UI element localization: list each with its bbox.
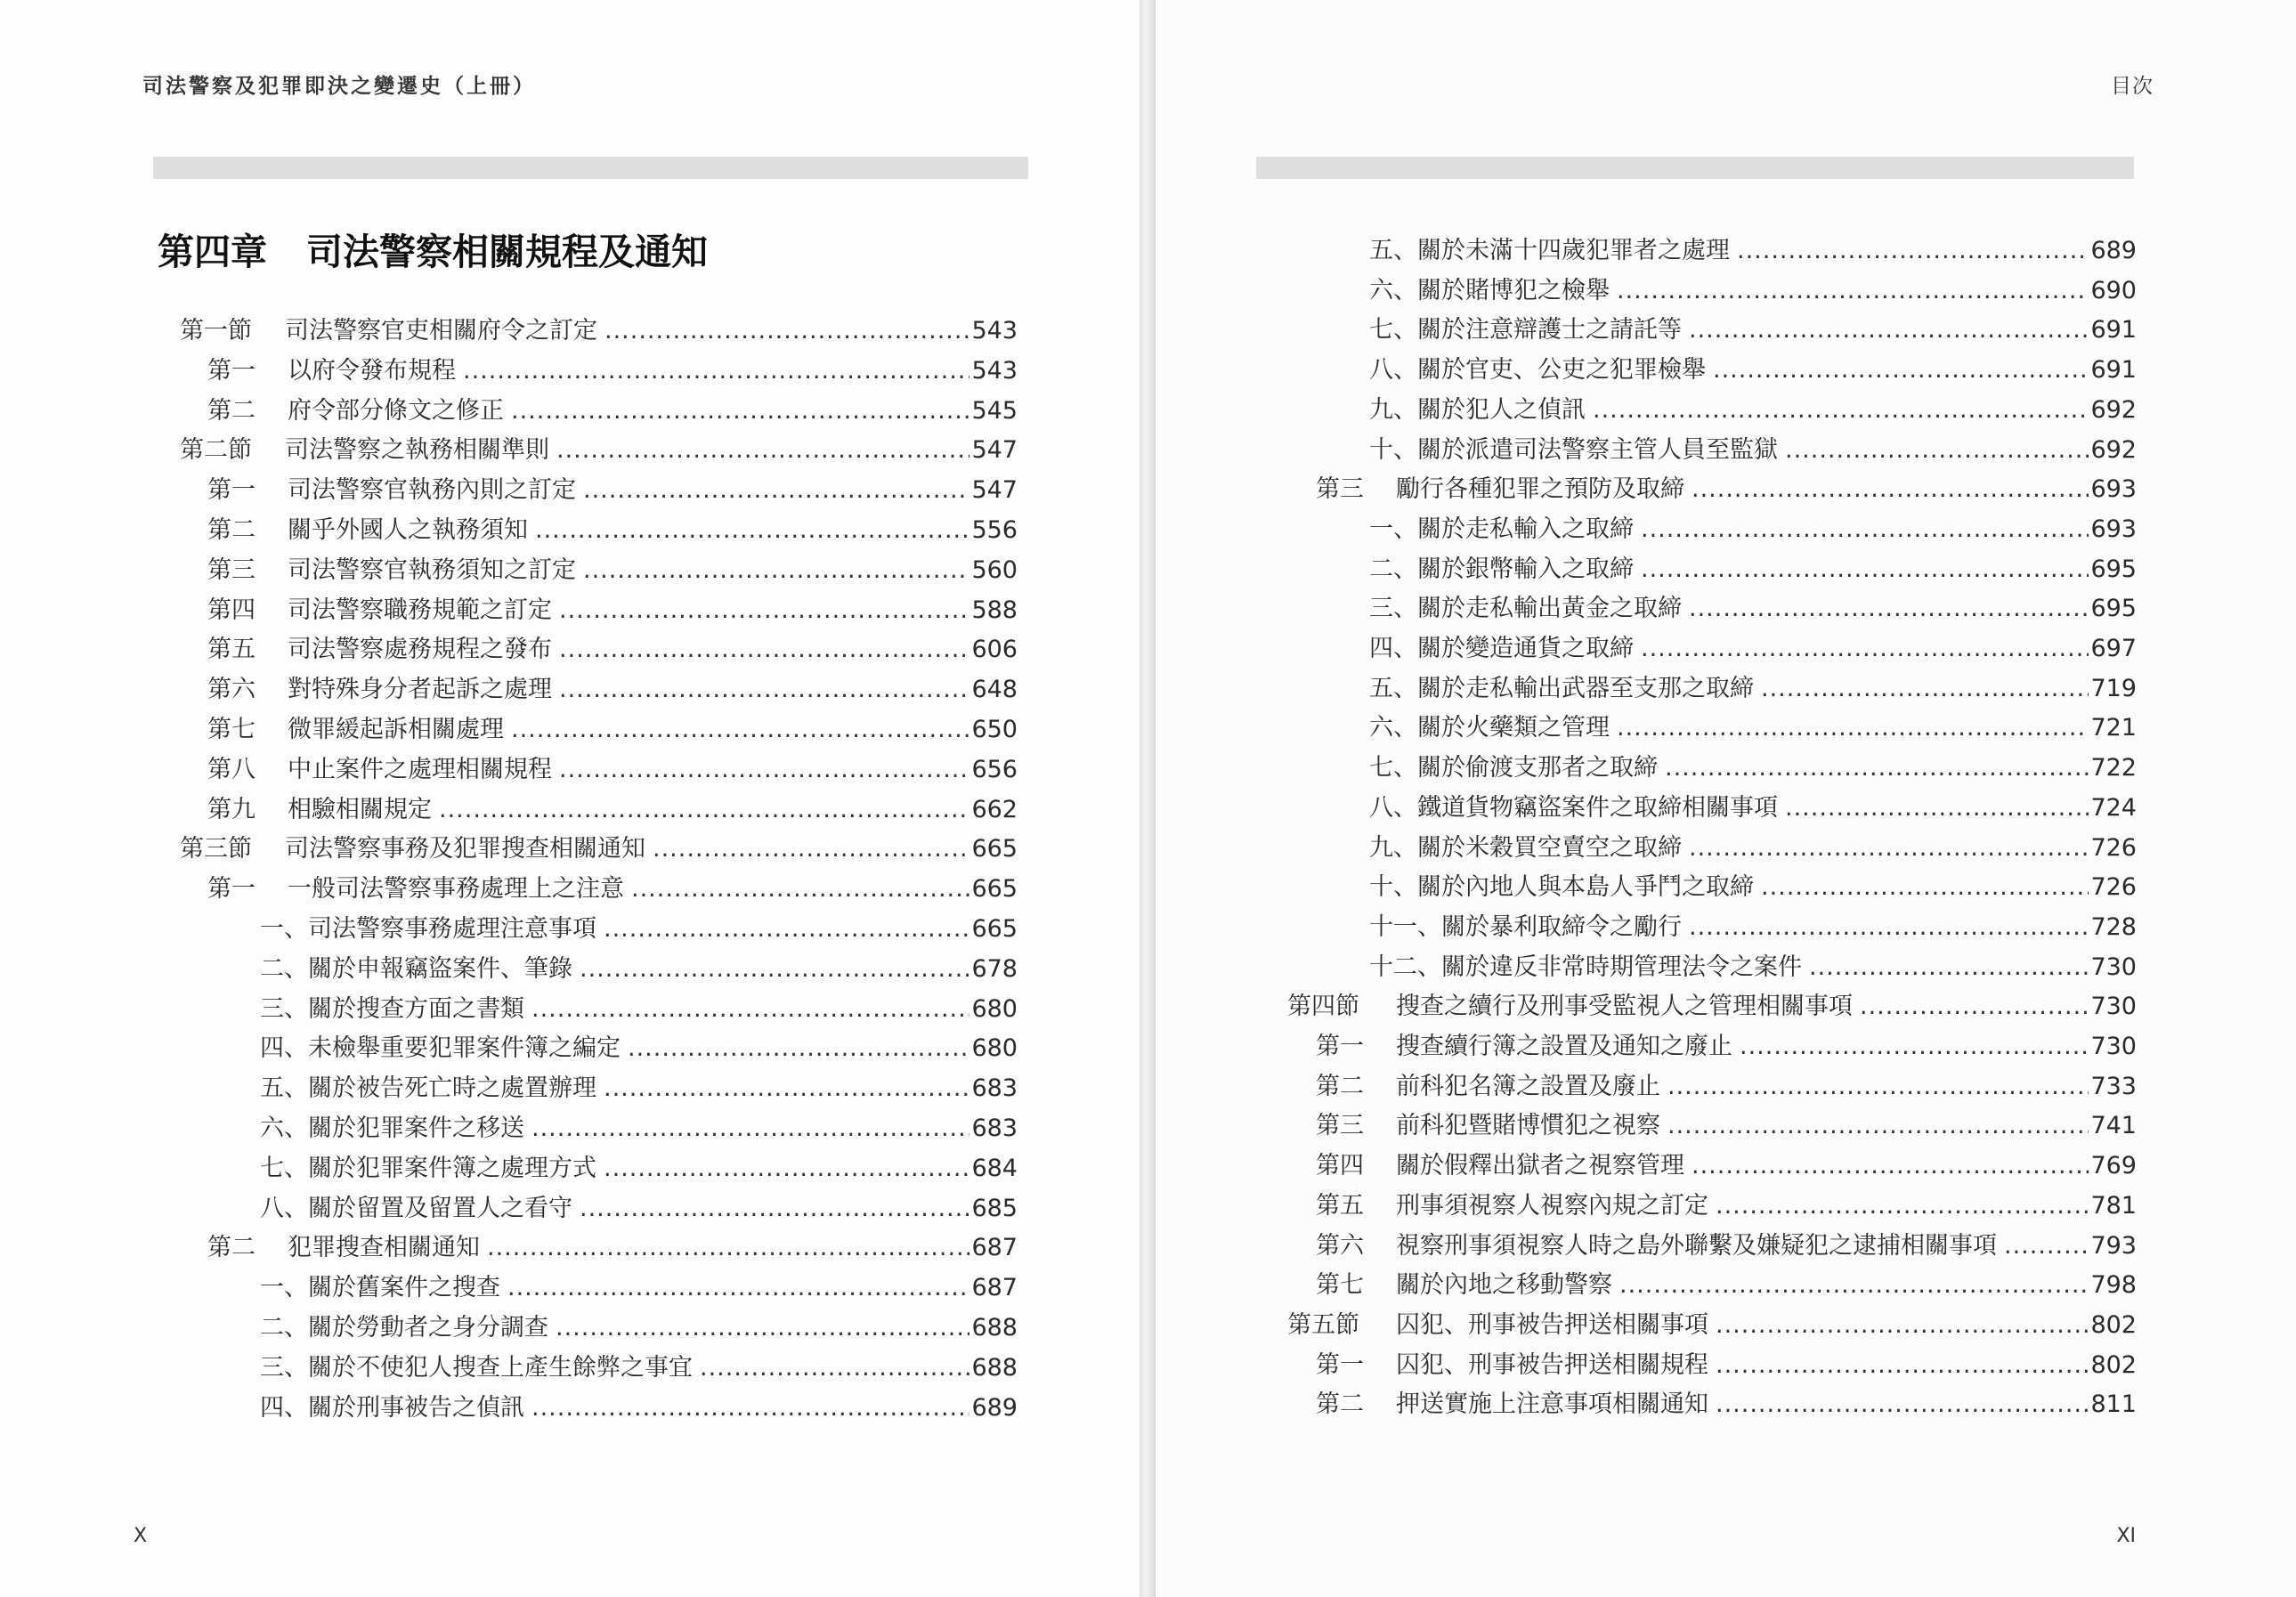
dot-leader xyxy=(556,431,970,470)
toc-entry xyxy=(260,1189,1018,1228)
toc-entry xyxy=(1316,1187,2137,1226)
toc-entry-title: 司法警察職務規範之訂定 xyxy=(288,596,552,624)
toc-entry-page: 606 xyxy=(971,636,1018,664)
toc-entry-number: 第一節 xyxy=(180,317,252,345)
toc-entry xyxy=(207,1228,1018,1268)
page-number-left: X xyxy=(134,1525,148,1547)
dot-leader xyxy=(1740,1027,2089,1066)
toc-entry-page: 691 xyxy=(2090,356,2137,385)
toc-entry-number: 第二 xyxy=(207,1234,256,1262)
toc-entry-page: 793 xyxy=(2090,1231,2137,1260)
toc-entry-title: 搜查續行簿之設置及通知之廢止 xyxy=(1396,1033,1732,1060)
toc-entry xyxy=(260,1349,1018,1388)
toc-entry-page: 689 xyxy=(971,1393,1018,1422)
toc-entry-number: 第二 xyxy=(207,516,256,544)
dot-leader xyxy=(1617,709,2089,748)
dot-leader xyxy=(1737,231,2089,271)
toc-entry xyxy=(207,630,1018,669)
toc-entry-title: 五、關於走私輸出武器至支那之取締 xyxy=(1369,674,1754,702)
toc-entry-page: 726 xyxy=(2090,833,2137,862)
dot-leader xyxy=(556,1309,970,1348)
toc-entry-title: 二、關於申報竊盜案件、筆錄 xyxy=(260,954,572,983)
dot-leader xyxy=(1689,829,2089,868)
toc-entry-title: 五、關於未滿十四歲犯罪者之處理 xyxy=(1369,237,1730,264)
toc-entry xyxy=(1369,351,2137,390)
toc-entry-number: 第二節 xyxy=(180,436,252,465)
toc-entry-page: 802 xyxy=(2090,1310,2137,1339)
toc-entry-number: 第七 xyxy=(1316,1271,1364,1300)
toc-entry-number: 第五 xyxy=(207,636,256,664)
toc-entry-title: 八、關於留置及留置人之看守 xyxy=(260,1194,572,1222)
dot-leader xyxy=(1689,908,2089,947)
toc-entry-title: 勵行各種犯罪之預防及取締 xyxy=(1396,475,1684,504)
toc-entry-title: 囚犯、刑事被告押送相關事項 xyxy=(1396,1310,1708,1339)
toc-entry xyxy=(207,392,1018,431)
dot-leader xyxy=(1785,789,2089,828)
dot-leader xyxy=(531,1109,970,1148)
toc-entry-page: 689 xyxy=(2090,237,2137,264)
toc-entry-number: 第五 xyxy=(1316,1191,1364,1220)
toc-entry-title: 一、關於舊案件之搜查 xyxy=(260,1274,500,1302)
dot-leader xyxy=(1692,470,2089,509)
dot-leader xyxy=(1641,510,2089,549)
toc-entry xyxy=(1316,470,2137,509)
toc-entry xyxy=(260,1109,1018,1148)
toc-entry-number: 第八 xyxy=(207,755,256,783)
header-band xyxy=(153,157,1028,179)
toc-entry-title: 八、鐵道貨物竊盜案件之取締相關事項 xyxy=(1369,793,1778,822)
right-page xyxy=(1156,0,2296,1597)
toc-entry xyxy=(260,1029,1018,1068)
toc-entry-title: 七、關於注意辯護士之請託等 xyxy=(1369,316,1682,345)
toc-entry xyxy=(1369,629,2137,669)
dot-leader xyxy=(531,1389,970,1428)
toc-entry-page: 798 xyxy=(2090,1271,2137,1300)
dot-leader xyxy=(1716,1187,2089,1226)
header-band xyxy=(1256,157,2134,179)
dot-leader xyxy=(2004,1227,2089,1266)
toc-entry-title: 七、關於犯罪案件簿之處理方式 xyxy=(260,1154,596,1182)
toc-entry-title: 四、關於刑事被告之偵訊 xyxy=(260,1393,524,1422)
dot-leader xyxy=(604,312,970,351)
toc-entry xyxy=(260,1269,1018,1308)
toc-entry-title: 囚犯、刑事被告押送相關規程 xyxy=(1396,1350,1708,1379)
dot-leader xyxy=(604,1149,970,1188)
dot-leader xyxy=(1761,868,2089,907)
toc-entry-page: 656 xyxy=(971,755,1018,783)
toc-entry-title: 微罪緩起訴相關處理 xyxy=(288,716,504,743)
toc-entry-title: 二、關於銀幣輸入之取締 xyxy=(1369,555,1634,583)
chapter-title xyxy=(158,223,708,275)
toc-entry-page: 662 xyxy=(971,795,1018,823)
toc-entry-title: 府令部分條文之修正 xyxy=(288,396,504,425)
toc-entry-title: 中止案件之處理相關規程 xyxy=(288,755,552,783)
toc-entry xyxy=(260,1149,1018,1188)
dot-leader xyxy=(1716,1306,2089,1345)
toc-entry-title: 以府令發布規程 xyxy=(288,356,456,385)
dot-leader xyxy=(439,790,970,830)
dot-leader xyxy=(1692,1147,2089,1186)
toc-entry-page: 543 xyxy=(971,356,1018,385)
toc-entry-page: 724 xyxy=(2090,793,2137,822)
toc-entry-title: 七、關於偷渡支那者之取締 xyxy=(1369,754,1658,782)
dot-leader xyxy=(1689,589,2089,628)
toc-entry-number: 第二 xyxy=(1316,1072,1364,1100)
toc-entry-page: 648 xyxy=(971,676,1018,704)
toc-entry-page: 665 xyxy=(971,835,1018,863)
dot-leader xyxy=(1665,749,2089,788)
toc-entry-number: 第三 xyxy=(1316,1112,1364,1140)
dot-leader xyxy=(1667,1067,2089,1107)
toc-entry xyxy=(207,511,1018,550)
toc-entry xyxy=(260,910,1018,949)
toc-entry-page: 665 xyxy=(971,875,1018,904)
toc-entry-page: 543 xyxy=(971,317,1018,345)
toc-entry-title: 一、司法警察事務處理注意事項 xyxy=(260,915,596,943)
toc-entry-page: 781 xyxy=(2090,1191,2137,1220)
toc-entry-page: 547 xyxy=(971,436,1018,465)
toc-entry xyxy=(1369,510,2137,549)
toc-entry xyxy=(1316,1346,2137,1385)
toc-entry xyxy=(1316,1385,2137,1424)
toc-entry xyxy=(1369,550,2137,589)
dot-leader xyxy=(1785,431,2089,470)
dot-leader xyxy=(1809,948,2089,987)
toc-entry xyxy=(1369,431,2137,470)
toc-entry-number: 第四 xyxy=(1316,1152,1364,1180)
toc-entry-number: 第四 xyxy=(207,596,256,624)
dot-leader xyxy=(1713,351,2089,390)
dot-leader xyxy=(1689,311,2089,350)
toc-entry-page: 692 xyxy=(2090,435,2137,464)
toc-entry-number: 第五節 xyxy=(1287,1310,1359,1339)
toc-entry xyxy=(207,750,1018,790)
toc-entry-page: 683 xyxy=(971,1074,1018,1103)
toc-entry-title: 相驗相關規定 xyxy=(288,795,432,823)
toc-entry xyxy=(1369,669,2137,709)
toc-entry-title: 犯罪搜查相關通知 xyxy=(288,1234,480,1262)
toc-entry xyxy=(1369,908,2137,947)
toc-entry-page: 690 xyxy=(2090,276,2137,304)
toc-entry-page: 685 xyxy=(971,1194,1018,1222)
dot-leader xyxy=(653,830,970,869)
toc-entry-title: 六、關於犯罪案件之移送 xyxy=(260,1115,524,1142)
toc-entry-number: 第一 xyxy=(1316,1033,1364,1060)
toc-entry-title: 視察刑事須視察人時之島外聯繫及嫌疑犯之逮捕相關事項 xyxy=(1396,1231,1997,1260)
dot-leader xyxy=(604,1069,970,1108)
dot-leader xyxy=(580,1189,970,1228)
page-number-right: XI xyxy=(2116,1525,2136,1547)
toc-entry-title: 司法警察處務規程之發布 xyxy=(288,636,552,664)
toc-entry xyxy=(260,990,1018,1029)
toc-entry xyxy=(1369,709,2137,748)
toc-entry xyxy=(1369,311,2137,350)
toc-entry-page: 802 xyxy=(2090,1350,2137,1379)
toc-entry-title: 前科犯暨賭博慣犯之視察 xyxy=(1396,1112,1660,1140)
dot-leader xyxy=(583,551,970,590)
toc-entry-title: 關於內地之移動警察 xyxy=(1396,1271,1612,1300)
dot-leader xyxy=(1860,987,2089,1026)
toc-entry-page: 741 xyxy=(2090,1112,2137,1140)
toc-entry xyxy=(207,551,1018,590)
toc-entry-title: 三、關於走私輸出黃金之取締 xyxy=(1369,595,1682,623)
toc-entry xyxy=(1369,789,2137,828)
dot-leader xyxy=(1716,1385,2089,1424)
toc-entry-title: 關乎外國人之執務須知 xyxy=(288,516,528,544)
toc-entry-page: 730 xyxy=(2090,953,2137,981)
dot-leader xyxy=(1617,272,2089,311)
toc-entry-title: 十、關於內地人與本島人爭鬥之取締 xyxy=(1369,873,1754,902)
dot-leader xyxy=(700,1349,970,1388)
toc-entry-number: 第六 xyxy=(207,676,256,704)
toc-entry-number: 第二 xyxy=(1316,1390,1364,1419)
dot-leader xyxy=(507,1269,970,1308)
toc-entry-page: 811 xyxy=(2090,1390,2137,1419)
dot-leader xyxy=(1641,550,2089,589)
left-page xyxy=(0,0,1140,1597)
dot-leader xyxy=(559,670,970,709)
toc-entry-title: 四、關於變造通貨之取締 xyxy=(1369,635,1634,662)
toc-entry-title: 押送實施上注意事項相關通知 xyxy=(1396,1390,1708,1419)
toc-entry-number: 第三 xyxy=(1316,475,1364,504)
toc-entry-page: 726 xyxy=(2090,873,2137,902)
toc-entry-number: 第一 xyxy=(207,356,256,385)
dot-leader xyxy=(1619,1266,2089,1305)
dot-leader xyxy=(511,392,970,431)
dot-leader xyxy=(1593,391,2089,430)
toc-entry xyxy=(1316,1227,2137,1266)
toc-entry xyxy=(207,352,1018,391)
toc-entry-page: 769 xyxy=(2090,1152,2137,1180)
dot-leader xyxy=(535,511,970,550)
toc-entry xyxy=(207,591,1018,630)
toc-entry xyxy=(260,1309,1018,1348)
toc-entry-title: 一、關於走私輸入之取締 xyxy=(1369,515,1634,543)
toc-entry-title: 十二、關於違反非常時期管理法令之案件 xyxy=(1369,953,1802,981)
toc-entry xyxy=(1369,391,2137,430)
toc-entry xyxy=(1369,272,2137,311)
dot-leader xyxy=(583,471,970,510)
toc-entry-title: 前科犯名簿之設置及廢止 xyxy=(1396,1072,1660,1100)
toc-entry-title: 九、關於米穀買空賣空之取締 xyxy=(1369,833,1682,862)
toc-entry-number: 第一 xyxy=(207,875,256,904)
toc-entry xyxy=(1316,1147,2137,1186)
toc-entry-page: 556 xyxy=(971,516,1018,544)
chapter-name: 司法警察相關規程及通知 xyxy=(306,231,708,273)
toc-entry xyxy=(260,1389,1018,1428)
chapter-number: 第四章 xyxy=(158,231,267,273)
toc-entry-page: 692 xyxy=(2090,395,2137,424)
toc-entry-title: 對特殊身分者起訴之處理 xyxy=(288,676,552,704)
toc-entry-title: 六、關於賭博犯之檢舉 xyxy=(1369,276,1610,304)
toc-entry-title: 司法警察官執務內則之訂定 xyxy=(288,476,576,505)
dot-leader xyxy=(559,591,970,630)
toc-entry-title: 關於假釋出獄者之視察管理 xyxy=(1396,1152,1684,1180)
toc-entry-page: 688 xyxy=(971,1353,1018,1382)
toc-entry-page: 693 xyxy=(2090,475,2137,504)
toc-entry-page: 545 xyxy=(971,396,1018,425)
dot-leader xyxy=(463,352,970,391)
toc-entry-page: 693 xyxy=(2090,515,2137,543)
toc-entry-number: 第四節 xyxy=(1287,993,1359,1021)
toc-entry xyxy=(1287,987,2137,1026)
toc-entry-page: 722 xyxy=(2090,754,2137,782)
toc-entry-page: 680 xyxy=(971,994,1018,1023)
toc-entry-title: 六、關於火藥類之管理 xyxy=(1369,714,1610,742)
toc-entry-page: 560 xyxy=(971,555,1018,584)
dot-leader xyxy=(628,1029,970,1068)
toc-entry-page: 684 xyxy=(971,1154,1018,1182)
toc-entry xyxy=(180,431,1018,470)
toc-entry-number: 第一 xyxy=(207,476,256,505)
toc-entry-title: 刑事須視察人視察內規之訂定 xyxy=(1396,1191,1708,1220)
toc-entry xyxy=(260,1069,1018,1108)
toc-entry-title: 一般司法警察事務處理上之注意 xyxy=(288,875,624,904)
toc-entry-page: 730 xyxy=(2090,1033,2137,1060)
dot-leader xyxy=(559,630,970,669)
toc-entry xyxy=(1287,1306,2137,1345)
toc-entry-number: 第三 xyxy=(207,555,256,584)
dot-leader xyxy=(1641,629,2089,669)
toc-entry-page: 678 xyxy=(971,954,1018,983)
toc-entry-number: 第三節 xyxy=(180,835,252,863)
toc-entry xyxy=(207,471,1018,510)
dot-leader xyxy=(531,990,970,1029)
toc-entry-page: 695 xyxy=(2090,555,2137,583)
toc-entry-title: 十、關於派遣司法警察主管人員至監獄 xyxy=(1369,435,1778,464)
toc-entry-page: 695 xyxy=(2090,595,2137,623)
toc-entry-title: 二、關於勞動者之身分調查 xyxy=(260,1314,548,1342)
toc-entry xyxy=(1369,589,2137,628)
dot-leader xyxy=(1716,1346,2089,1385)
toc-entry xyxy=(207,710,1018,750)
toc-entry-title: 十一、關於暴利取締令之勵行 xyxy=(1369,912,1682,941)
dot-leader xyxy=(1761,669,2089,709)
toc-entry-number: 第一 xyxy=(1316,1350,1364,1379)
toc-entry-title: 司法警察官吏相關府令之訂定 xyxy=(285,317,597,345)
toc-entry-title: 四、未檢舉重要犯罪案件簿之編定 xyxy=(260,1034,621,1063)
toc-entry-number: 第六 xyxy=(1316,1231,1364,1260)
running-head-contents: 目次 xyxy=(2111,75,2154,98)
toc-entry-number: 第七 xyxy=(207,716,256,743)
toc-entry-title: 三、關於不使犯人搜查上產生餘弊之事宜 xyxy=(260,1353,693,1382)
toc-entry xyxy=(1316,1266,2137,1305)
dot-leader xyxy=(631,870,970,909)
book-gutter xyxy=(1140,0,1156,1597)
toc-entry-title: 九、關於犯人之偵訊 xyxy=(1369,395,1586,424)
toc-entry xyxy=(1369,948,2137,987)
toc-entry-page: 680 xyxy=(971,1034,1018,1063)
toc-entry-title: 司法警察事務及犯罪搜查相關通知 xyxy=(285,835,645,863)
toc-entry-title: 司法警察之執務相關準則 xyxy=(285,436,549,465)
toc-entry xyxy=(1316,1067,2137,1107)
toc-entry-page: 650 xyxy=(971,716,1018,743)
toc-entry-page: 733 xyxy=(2090,1072,2137,1100)
toc-entry-title: 三、關於搜查方面之書類 xyxy=(260,994,524,1023)
toc-entry-page: 691 xyxy=(2090,316,2137,345)
dot-leader xyxy=(487,1228,970,1268)
toc-entry-title: 五、關於被告死亡時之處置辦理 xyxy=(260,1074,596,1103)
toc-entry-title: 搜查之續行及刑事受監視人之管理相關事項 xyxy=(1396,993,1853,1021)
toc-entry xyxy=(180,312,1018,351)
dot-leader xyxy=(1667,1107,2089,1146)
toc-entry-page: 730 xyxy=(2090,993,2137,1021)
toc-entry xyxy=(260,950,1018,989)
toc-entry-page: 588 xyxy=(971,596,1018,624)
toc-entry-page: 547 xyxy=(971,476,1018,505)
toc-entry-number: 第九 xyxy=(207,795,256,823)
toc-entry-page: 697 xyxy=(2090,635,2137,662)
toc-entry xyxy=(1369,231,2137,271)
toc-entry-page: 683 xyxy=(971,1115,1018,1142)
dot-leader xyxy=(580,950,970,989)
toc-entry xyxy=(1369,829,2137,868)
toc-entry xyxy=(180,830,1018,869)
toc-entry-title: 八、關於官吏、公吏之犯罪檢舉 xyxy=(1369,356,1706,385)
running-head-book-title: 司法警察及犯罪即決之變遷史（上冊） xyxy=(142,74,536,98)
toc-entry-page: 728 xyxy=(2090,912,2137,941)
toc-entry xyxy=(1316,1107,2137,1146)
toc-entry-page: 687 xyxy=(971,1234,1018,1262)
toc-entry xyxy=(1316,1027,2137,1066)
toc-entry-page: 688 xyxy=(971,1314,1018,1342)
toc-entry-page: 665 xyxy=(971,915,1018,943)
toc-entry xyxy=(207,790,1018,830)
toc-entry xyxy=(1369,749,2137,788)
toc-entry xyxy=(207,670,1018,709)
toc-entry-number: 第二 xyxy=(207,396,256,425)
dot-leader xyxy=(559,750,970,790)
dot-leader xyxy=(604,910,970,949)
toc-entry xyxy=(1369,868,2137,907)
toc-entry-page: 719 xyxy=(2090,674,2137,702)
toc-entry-title: 司法警察官執務須知之訂定 xyxy=(288,555,576,584)
toc-entry-page: 721 xyxy=(2090,714,2137,742)
toc-entry-page: 687 xyxy=(971,1274,1018,1302)
dot-leader xyxy=(511,710,970,750)
toc-entry xyxy=(207,870,1018,909)
